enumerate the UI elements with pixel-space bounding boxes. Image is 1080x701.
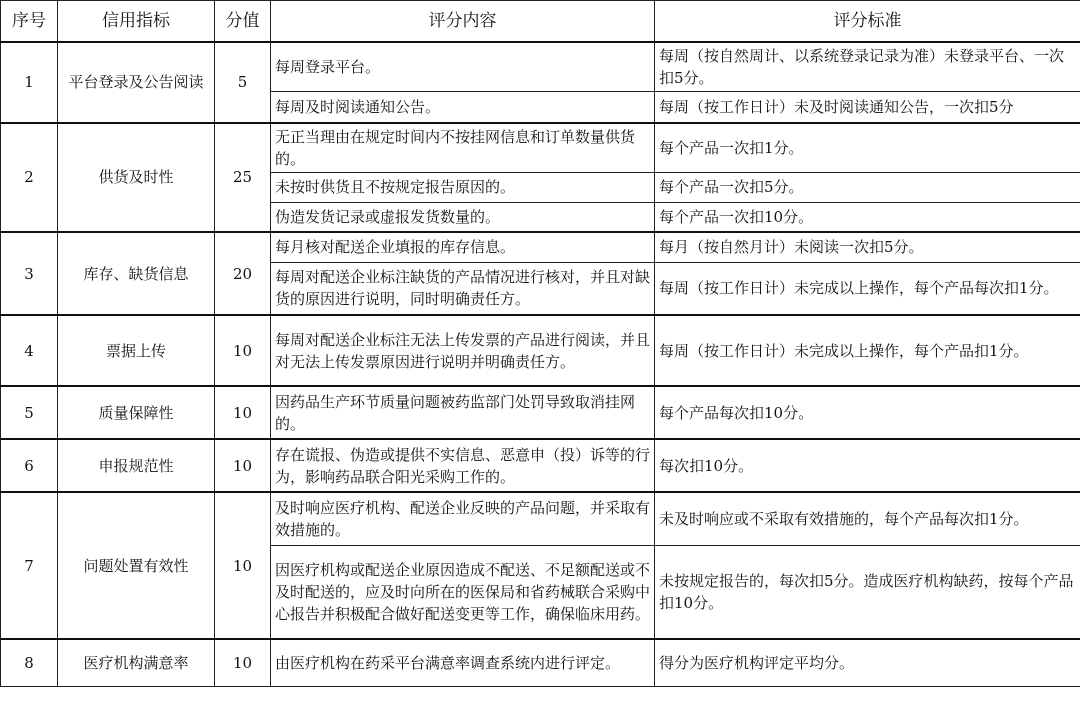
row-no: 2 [1, 123, 58, 233]
row-content: 由医疗机构在药采平台满意率调查系统内进行评定。 [271, 639, 655, 686]
row-content: 每周登录平台。 [271, 42, 655, 92]
row-indicator: 供货及时性 [58, 123, 215, 233]
table-row [1, 439, 1080, 492]
row-no: 8 [1, 639, 58, 686]
row-standard: 每个产品每次扣10分。 [655, 386, 1080, 439]
row-score: 10 [215, 386, 271, 439]
row-content: 每周及时阅读通知公告。 [271, 92, 655, 123]
table-row [1, 123, 1080, 173]
row-indicator: 平台登录及公告阅读 [58, 42, 215, 123]
header-no: 序号 [1, 1, 58, 43]
row-standard: 每周（按工作日计）未完成以上操作，每个产品每次扣1分。 [655, 262, 1080, 315]
row-content: 伪造发货记录或虚报发货数量的。 [271, 202, 655, 232]
row-content: 因医疗机构或配送企业原因造成不配送、不足额配送或不及时配送的，应及时向所在的医保局和省药械联合采购中心报告并积极配合做好配送变更等工作，确保临床用药。 [271, 545, 655, 639]
row-indicator: 票据上传 [58, 315, 215, 386]
row-content: 未按时供货且不按规定报告原因的。 [271, 172, 655, 202]
row-content: 无正当理由在规定时间内不按挂网信息和订单数量供货的。 [271, 123, 655, 173]
table-row [1, 386, 1080, 439]
header-indicator: 信用指标 [58, 1, 215, 43]
row-no: 7 [1, 492, 58, 639]
row-standard: 每个产品一次扣5分。 [655, 172, 1080, 202]
header-score: 分值 [215, 1, 271, 43]
table-row [1, 315, 1080, 386]
row-no: 1 [1, 42, 58, 123]
row-indicator: 库存、缺货信息 [58, 232, 215, 315]
row-no: 3 [1, 232, 58, 315]
table-row [1, 232, 1080, 262]
row-score: 5 [215, 42, 271, 123]
row-standard: 未按规定报告的，每次扣5分。造成医疗机构缺药，按每个产品扣10分。 [655, 545, 1080, 639]
row-standard: 未及时响应或不采取有效措施的，每个产品每次扣1分。 [655, 492, 1080, 545]
row-indicator: 问题处置有效性 [58, 492, 215, 639]
table-row [1, 639, 1080, 686]
row-standard: 每周（按自然周计、以系统登录记录为准）未登录平台、一次扣5分。 [655, 42, 1080, 92]
row-standard: 每次扣10分。 [655, 439, 1080, 492]
row-score: 10 [215, 439, 271, 492]
row-indicator: 医疗机构满意率 [58, 639, 215, 686]
row-content: 每月核对配送企业填报的库存信息。 [271, 232, 655, 262]
row-content: 每周对配送企业标注无法上传发票的产品进行阅读，并且对无法上传发票原因进行说明并明确责任方。 [271, 315, 655, 386]
row-standard: 得分为医疗机构评定平均分。 [655, 639, 1080, 686]
row-score: 10 [215, 315, 271, 386]
row-standard: 每周（按工作日计）未完成以上操作，每个产品扣1分。 [655, 315, 1080, 386]
header-row [1, 1, 1080, 43]
header-content: 评分内容 [271, 1, 655, 43]
row-indicator: 申报规范性 [58, 439, 215, 492]
row-no: 4 [1, 315, 58, 386]
row-no: 6 [1, 439, 58, 492]
row-indicator: 质量保障性 [58, 386, 215, 439]
row-content: 每周对配送企业标注缺货的产品情况进行核对，并且对缺货的原因进行说明，同时明确责任方。 [271, 262, 655, 315]
row-standard: 每个产品一次扣10分。 [655, 202, 1080, 232]
row-no: 5 [1, 386, 58, 439]
row-standard: 每周（按工作日计）未及时阅读通知公告，一次扣5分 [655, 92, 1080, 123]
header-standard: 评分标准 [655, 1, 1080, 43]
table-row [1, 492, 1080, 545]
row-score: 25 [215, 123, 271, 233]
row-score: 10 [215, 492, 271, 639]
row-standard: 每个产品一次扣1分。 [655, 123, 1080, 173]
row-content: 及时响应医疗机构、配送企业反映的产品问题，并采取有效措施的。 [271, 492, 655, 545]
row-score: 20 [215, 232, 271, 315]
table-row [1, 42, 1080, 92]
row-score: 10 [215, 639, 271, 686]
row-content: 因药品生产环节质量问题被药监部门处罚导致取消挂网的。 [271, 386, 655, 439]
row-content: 存在谎报、伪造或提供不实信息、恶意申（投）诉等的行为，影响药品联合阳光采购工作的。 [271, 439, 655, 492]
row-standard: 每月（按自然月计）未阅读一次扣5分。 [655, 232, 1080, 262]
